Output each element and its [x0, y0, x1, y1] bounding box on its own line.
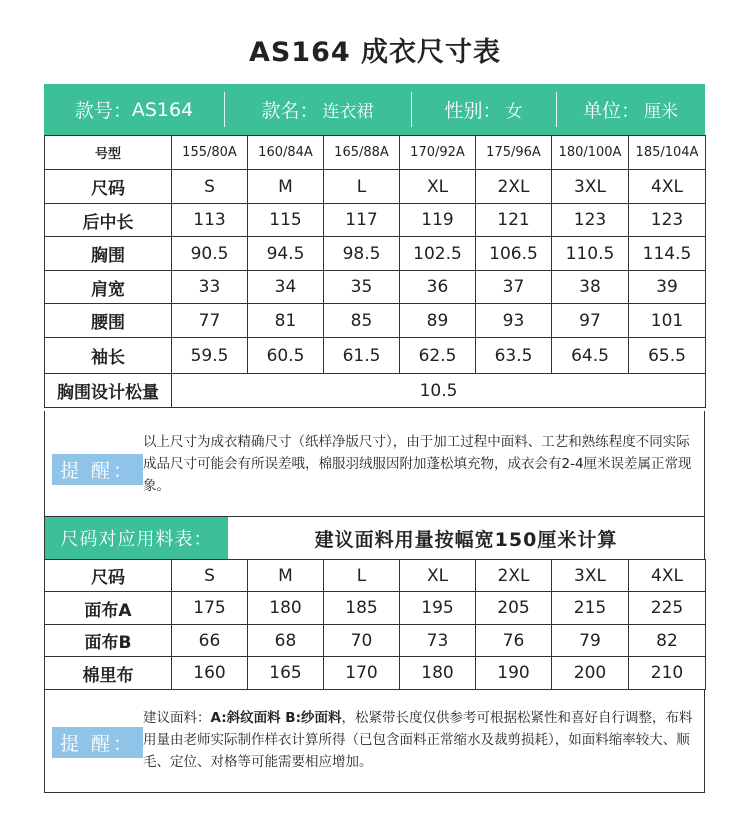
- style-name-value: 连衣裙: [322, 102, 374, 122]
- table-cell: 76: [476, 625, 552, 657]
- table-cell: 200: [552, 657, 629, 690]
- table-cell: 215: [552, 592, 629, 625]
- gender: [411, 84, 556, 135]
- table-cell: 106.5: [476, 237, 552, 271]
- table-cell: 115: [248, 204, 324, 237]
- row-label: 肩宽: [45, 271, 172, 304]
- table-row: [45, 374, 706, 408]
- table-cell: 33: [172, 271, 248, 304]
- row-label: 棉里布: [45, 657, 172, 690]
- row-label: 后中长: [45, 204, 172, 237]
- table-row: [45, 657, 706, 690]
- unit-label: 单位：: [582, 100, 640, 122]
- table-cell: 170/92A: [400, 136, 476, 170]
- ease-value: 10.5: [172, 374, 706, 408]
- table-row: [45, 204, 706, 237]
- table-cell: 185/104A: [629, 136, 706, 170]
- table-row: [45, 592, 706, 625]
- table-cell: 185: [324, 592, 400, 625]
- fabric-note: 建议面料用量按幅宽150厘米计算: [314, 528, 618, 551]
- table-cell: XL: [400, 170, 476, 204]
- table-row: [45, 237, 706, 271]
- table-cell: 175/96A: [476, 136, 552, 170]
- table-row: [45, 625, 706, 657]
- row-label: 胸围: [45, 237, 172, 271]
- tip-text-1: 以上尺寸为成衣精确尺寸（纸样净版尺寸），由于加工过程中面料、工艺和熟练程度不同实际成品尺寸可能会有所误差哦，棉服羽绒服因附加蓬松填充物，成衣会有2-4厘米误差属正常现象。: [143, 434, 692, 494]
- table-cell: 195: [400, 592, 476, 625]
- table-cell: 165: [248, 657, 324, 690]
- unit-value: 厘米: [644, 102, 678, 122]
- table-cell: 73: [400, 625, 476, 657]
- table-cell: 119: [400, 204, 476, 237]
- table-cell: M: [248, 560, 324, 592]
- table-cell: 61.5: [324, 338, 400, 374]
- table-cell: 180: [248, 592, 324, 625]
- table-cell: 205: [476, 592, 552, 625]
- table-cell: 165/88A: [324, 136, 400, 170]
- table-cell: 79: [552, 625, 629, 657]
- table-cell: 110.5: [552, 237, 629, 271]
- table-cell: 2XL: [476, 560, 552, 592]
- table-cell: 123: [629, 204, 706, 237]
- fabric-label: 尺码对应用料表：: [45, 517, 228, 559]
- tip-box-1: [44, 411, 705, 517]
- table-cell: 175: [172, 592, 248, 625]
- tip2-part-b: A:斜纹面料 B:纱面料: [210, 710, 342, 726]
- table-cell: 117: [324, 204, 400, 237]
- table-row: [45, 560, 706, 592]
- table-row: [45, 136, 706, 170]
- table-cell: 82: [629, 625, 706, 657]
- table-cell: 64.5: [552, 338, 629, 374]
- table-cell: 90.5: [172, 237, 248, 271]
- table-cell: 60.5: [248, 338, 324, 374]
- table-cell: M: [248, 170, 324, 204]
- table-cell: 65.5: [629, 338, 706, 374]
- table-cell: 70: [324, 625, 400, 657]
- table-cell: 160: [172, 657, 248, 690]
- tip2-part-c: ，松紧带长度仅供参考可根据松紧性和喜好自行调整，布料用量由老师实际制作样衣计算所得（已包含面料正常缩水及裁剪损耗），如面料缩率较大、顺毛、定位、对格等可能需要相应增加。: [143, 710, 693, 770]
- table-row: [45, 338, 706, 374]
- table-cell: 170: [324, 657, 400, 690]
- gender-value: 女: [505, 102, 523, 122]
- table-cell: 63.5: [476, 338, 552, 374]
- ease-label: 胸围设计松量: [45, 374, 172, 408]
- table-cell: 4XL: [629, 170, 706, 204]
- table-cell: S: [172, 560, 248, 592]
- table-cell: 180/100A: [552, 136, 629, 170]
- table-row: [45, 304, 706, 338]
- table-cell: 225: [629, 592, 706, 625]
- page-title: AS164 成衣尺寸表: [248, 37, 502, 68]
- table-cell: 102.5: [400, 237, 476, 271]
- gender-label: 性别：: [444, 100, 502, 122]
- style-number-label: 款号：: [74, 100, 132, 122]
- style-name: [224, 84, 411, 135]
- table-cell: 85: [324, 304, 400, 338]
- table-row: [45, 271, 706, 304]
- table-cell: 180: [400, 657, 476, 690]
- unit: [556, 84, 705, 135]
- table-cell: 39: [629, 271, 706, 304]
- table-cell: 113: [172, 204, 248, 237]
- table-cell: L: [324, 170, 400, 204]
- table-cell: 114.5: [629, 237, 706, 271]
- table-cell: 89: [400, 304, 476, 338]
- table-cell: 160/84A: [248, 136, 324, 170]
- style-number: [44, 84, 224, 135]
- table-cell: S: [172, 170, 248, 204]
- tip-text-2: [143, 707, 695, 773]
- style-number-value: AS164: [131, 98, 194, 121]
- fabric-header: [44, 516, 705, 559]
- table-cell: L: [324, 560, 400, 592]
- table-cell: 97: [552, 304, 629, 338]
- table-cell: 81: [248, 304, 324, 338]
- table-cell: 37: [476, 271, 552, 304]
- table-cell: 210: [629, 657, 706, 690]
- table-cell: 3XL: [552, 560, 629, 592]
- table-cell: 38: [552, 271, 629, 304]
- style-name-label: 款名：: [261, 100, 319, 122]
- table-cell: 101: [629, 304, 706, 338]
- row-label: 面布B: [45, 625, 172, 657]
- table-cell: 59.5: [172, 338, 248, 374]
- table-cell: 62.5: [400, 338, 476, 374]
- table-cell: 36: [400, 271, 476, 304]
- tip-label-1: 提 醒：: [52, 454, 143, 485]
- product-info-bar: [44, 84, 705, 135]
- row-label: 面布A: [45, 592, 172, 625]
- row-label: 尺码: [45, 170, 172, 204]
- table-cell: 2XL: [476, 170, 552, 204]
- table-cell: 4XL: [629, 560, 706, 592]
- table-cell: 98.5: [324, 237, 400, 271]
- table-cell: XL: [400, 560, 476, 592]
- fabric-table: [44, 559, 706, 690]
- size-table: [44, 135, 706, 408]
- tip-label-2: 提 醒：: [52, 727, 143, 758]
- table-cell: 77: [172, 304, 248, 338]
- table-cell: 94.5: [248, 237, 324, 271]
- tip-box-2: [44, 689, 705, 793]
- table-cell: 123: [552, 204, 629, 237]
- row-label: 腰围: [45, 304, 172, 338]
- table-cell: 66: [172, 625, 248, 657]
- tip2-part-a: 建议面料：: [143, 710, 211, 726]
- row-label: 尺码: [45, 560, 172, 592]
- table-cell: 3XL: [552, 170, 629, 204]
- table-cell: 155/80A: [172, 136, 248, 170]
- row-label: 号型: [45, 136, 172, 170]
- table-cell: 68: [248, 625, 324, 657]
- table-cell: 34: [248, 271, 324, 304]
- table-cell: 190: [476, 657, 552, 690]
- row-label: 袖长: [45, 338, 172, 374]
- table-cell: 35: [324, 271, 400, 304]
- table-cell: 121: [476, 204, 552, 237]
- table-cell: 93: [476, 304, 552, 338]
- table-row: [45, 170, 706, 204]
